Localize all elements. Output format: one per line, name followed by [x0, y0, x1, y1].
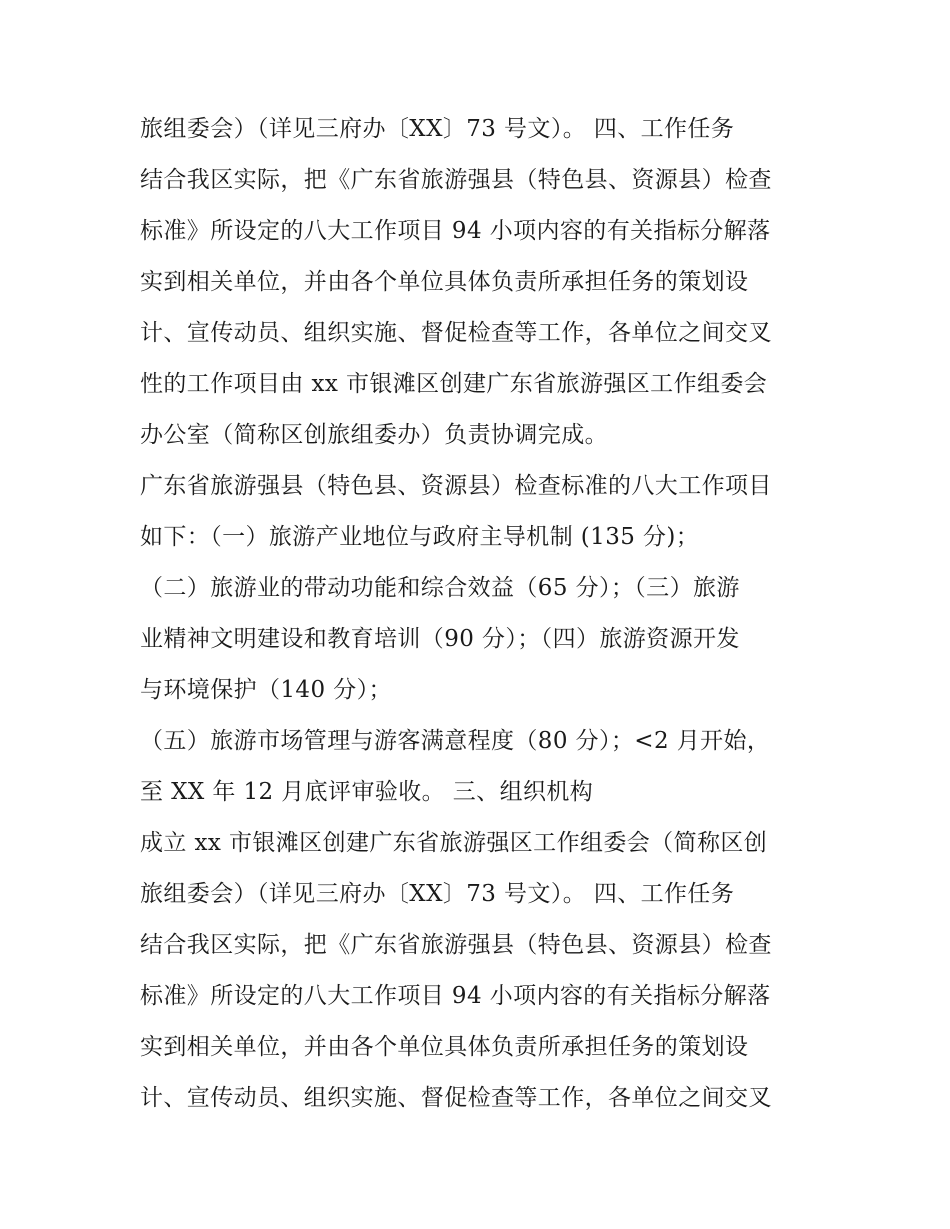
body-text [140, 104, 830, 1124]
text-line: 旅组委会）（详见三府办〔XX〕73 号文）。 四、工作任务 [140, 881, 735, 907]
text-line: 结合我区实际，把《广东省旅游强县（特色县、资源县）检查 [140, 167, 772, 193]
text-line: 标准》所设定的八大工作项目 94 小项内容的有关指标分解落 [140, 983, 771, 1009]
text-line: 实到相关单位，并由各个单位具体负责所承担任务的策划设 [140, 1034, 749, 1060]
text-line: 标准》所设定的八大工作项目 94 小项内容的有关指标分解落 [140, 218, 771, 244]
text-line: 办公室（简称区创旅组委办）负责协调完成。 [140, 422, 608, 448]
text-line: 至 XX 年 12 月底评审验收。 三、组织机构 [140, 779, 594, 805]
text-line: 与环境保护（140 分）； [140, 677, 392, 703]
text-line: 广东省旅游强县（特色县、资源县）检查标准的八大工作项目 [140, 473, 772, 499]
text-line: 业精神文明建设和教育培训（90 分）；（四）旅游资源开发 [140, 626, 740, 652]
text-line: 旅组委会）（详见三府办〔XX〕73 号文）。 四、工作任务 [140, 116, 735, 142]
text-line: 性的工作项目由 xx 市银滩区创建广东省旅游强区工作组委会 [140, 371, 768, 397]
text-line: （五）旅游市场管理与游客满意程度（80 分）；<2 月开始， [140, 728, 771, 754]
text-line: 成立 xx 市银滩区创建广东省旅游强区工作组委会（简称区创 [140, 830, 768, 856]
text-line: （二）旅游业的带动功能和综合效益（65 分）；（三）旅游 [140, 575, 740, 601]
text-line: 实到相关单位，并由各个单位具体负责所承担任务的策划设 [140, 269, 749, 295]
text-line: 如下：（一）旅游产业地位与政府主导机制 (135 分)； [140, 524, 700, 550]
text-line: 计、宣传动员、组织实施、督促检查等工作，各单位之间交叉 [140, 320, 772, 346]
text-line: 计、宣传动员、组织实施、督促检查等工作，各单位之间交叉 [140, 1085, 772, 1111]
text-line: 结合我区实际，把《广东省旅游强县（特色县、资源县）检查 [140, 932, 772, 958]
